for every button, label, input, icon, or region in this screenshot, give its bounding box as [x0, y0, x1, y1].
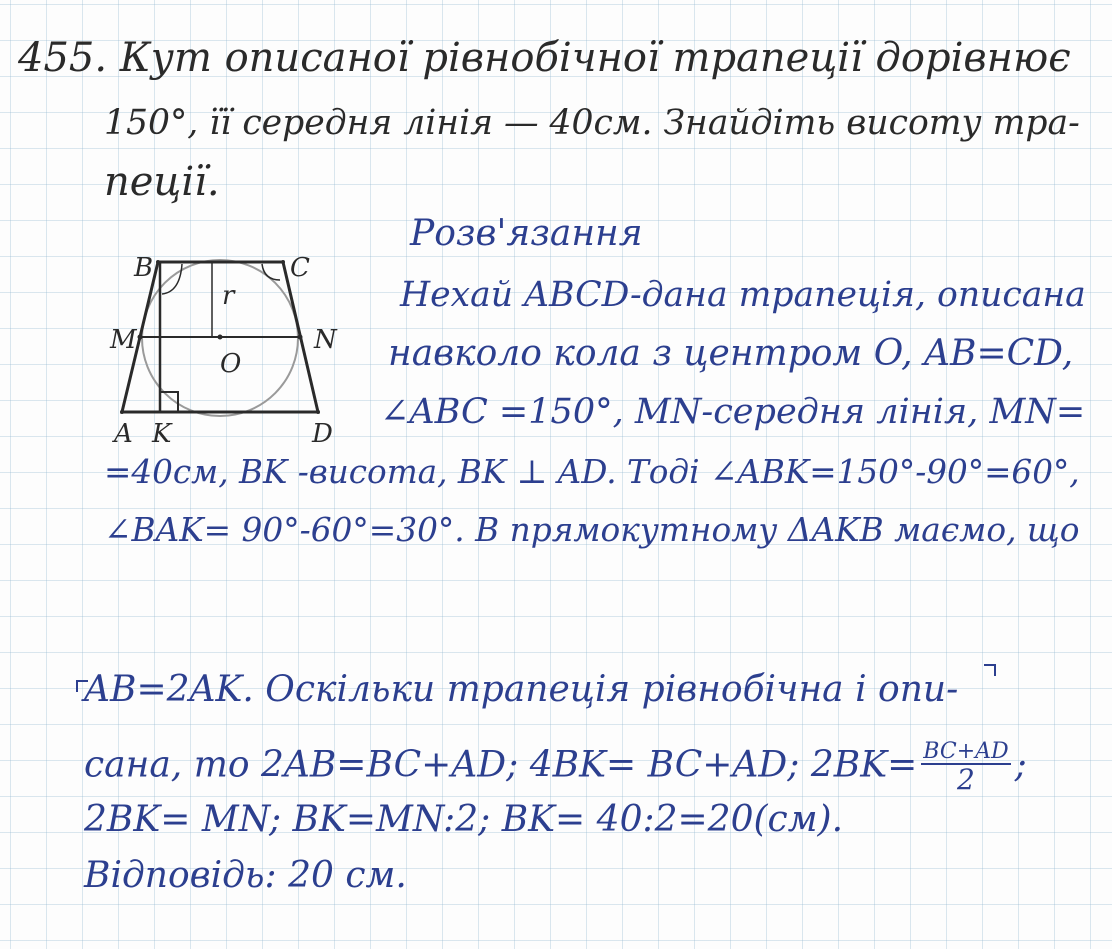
solution-line-1: Нехай ABCD-дана трапеція, описана — [400, 275, 1086, 315]
label-a: A — [114, 419, 133, 449]
label-b: B — [134, 253, 154, 283]
crop-mark-right — [984, 664, 996, 676]
problem-number: 455. — [18, 35, 108, 81]
solution-line-5: ∠BAK= 90°-60°=30°. В прямокутному ΔAKB маємо, що — [104, 511, 1080, 549]
angle-arc-c — [262, 264, 280, 280]
label-c: C — [290, 253, 310, 283]
label-d: D — [312, 419, 333, 449]
fraction-denominator: 2 — [957, 763, 975, 797]
point-a — [120, 410, 124, 414]
label-n: N — [314, 325, 337, 355]
solution-line-6: AB=2AK. Оскільки трапеція рівнобічна і опи- — [84, 669, 959, 710]
label-r: r — [222, 281, 235, 311]
answer-line: Відповідь: 20 см. — [84, 855, 407, 896]
solution-heading: Розв'язання — [410, 213, 643, 254]
point-m — [138, 335, 143, 340]
label-k: K — [152, 419, 172, 449]
solution-line-8: 2BK= MN; BK=MN:2; BK= 40:2=20(см). — [84, 799, 844, 840]
fraction-numerator: BC+AD — [923, 739, 1009, 764]
point-c — [281, 260, 285, 264]
solution-line-7-text: сана, то 2AB=BC+AD; 4BK= BC+AD; 2BK= — [84, 744, 918, 786]
problem-line-3: пеції. — [104, 159, 220, 205]
point-b — [156, 260, 160, 264]
label-m: M — [110, 325, 137, 355]
point-n — [298, 335, 303, 340]
solution-line-3: ∠ABC =150°, MN-середня лінія, MN= — [380, 391, 1086, 432]
solution-line-2: навколо кола з центром O, AB=CD, — [388, 333, 1074, 374]
problem-line-1 — [18, 35, 1071, 81]
angle-arc-b — [162, 264, 182, 294]
center-point — [218, 335, 223, 340]
fraction — [921, 739, 1010, 797]
solution-line-4: =40см, BK -висота, BK ⊥ AD. Тоді ∠ABK=150°-90°=60°, — [104, 453, 1080, 491]
trapezoid-diagram — [100, 240, 370, 460]
point-d — [316, 410, 320, 414]
label-o: O — [220, 349, 242, 379]
fraction-suffix: ; — [1014, 744, 1027, 786]
problem-line-2: 150°, її середня лінія — 40см. Знайдіть висоту тра- — [104, 103, 1080, 143]
solution-line-7 — [84, 739, 1027, 797]
problem-text-1: Кут описаної рівнобічної трапеції дорівнює — [119, 35, 1071, 81]
